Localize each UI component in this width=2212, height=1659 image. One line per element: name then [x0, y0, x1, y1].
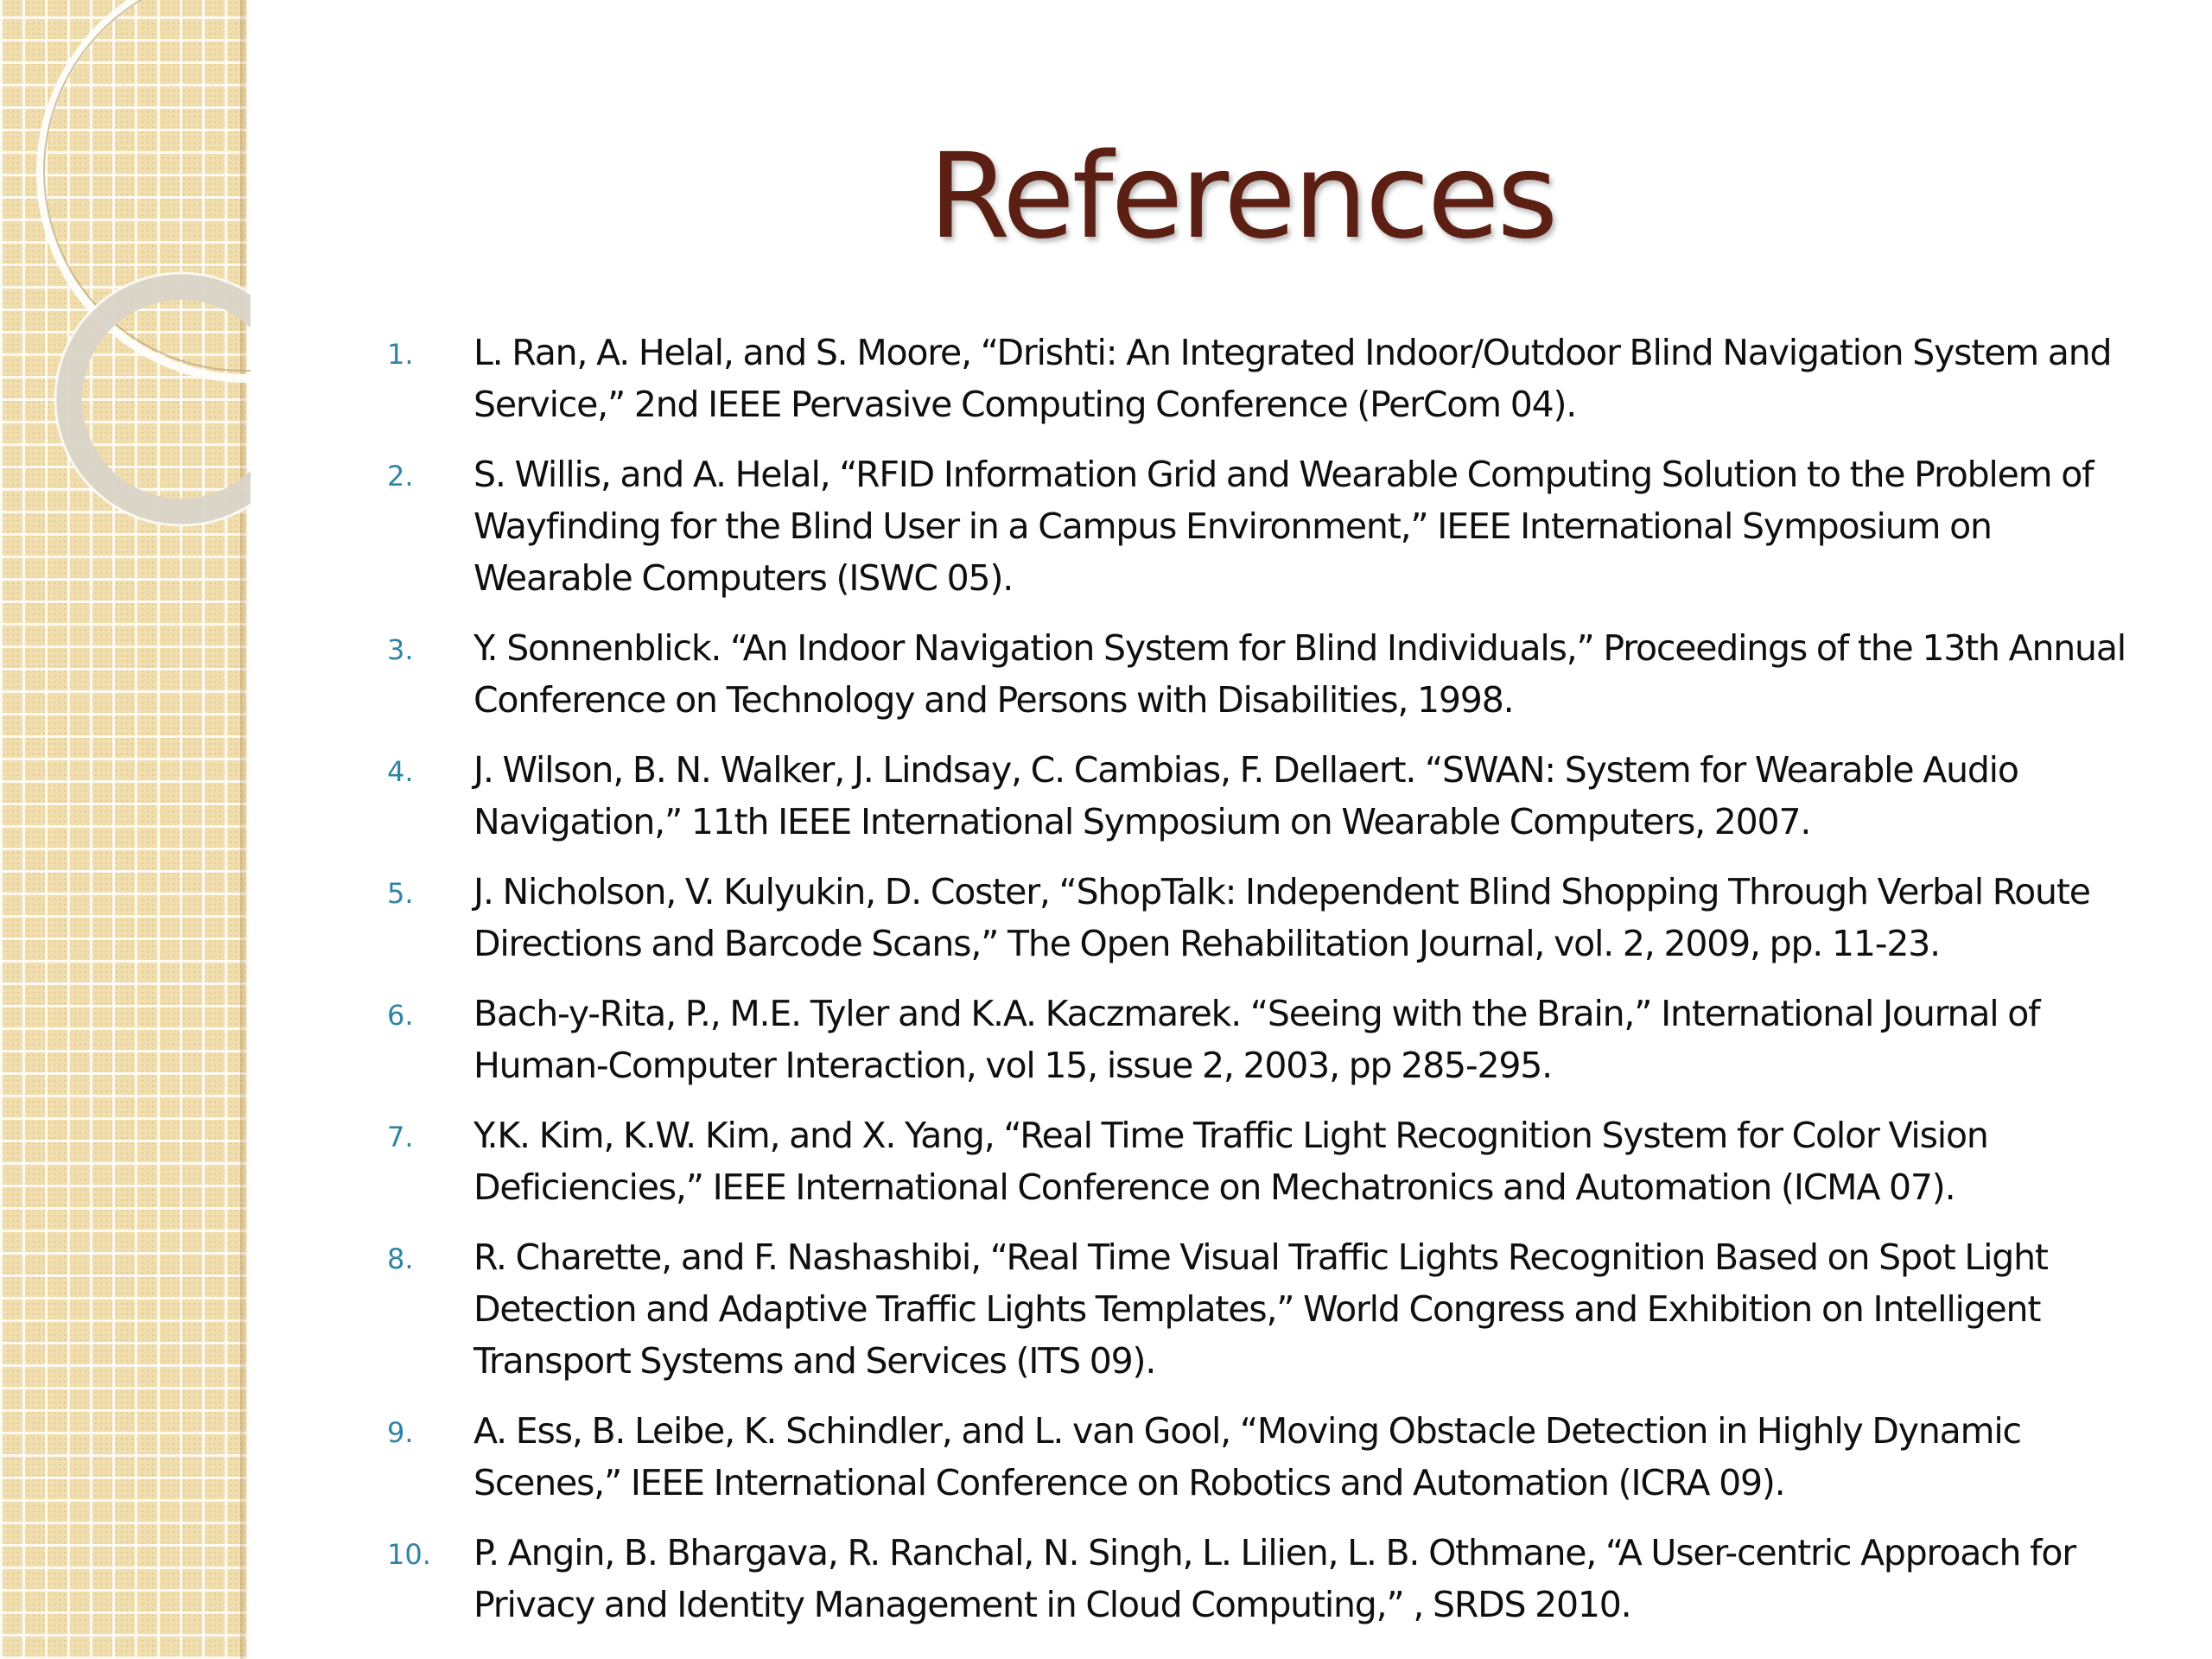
- decorative-rings: [0, 0, 251, 553]
- reference-item-5: [380, 866, 2152, 969]
- reference-number: 2.: [387, 460, 414, 493]
- large-ring-outline: [41, 0, 251, 378]
- reference-number: 1.: [387, 338, 414, 371]
- reference-number: 3.: [387, 633, 414, 666]
- reference-number: 9.: [387, 1416, 414, 1449]
- reference-text: Y. Sonnenblick. “An Indoor Navigation System for Blind Individuals,” Proceedings of the 13th Annual Conference on Technology and Persons with Disabilities, 1998.: [474, 627, 2126, 721]
- reference-item-3: [380, 622, 2152, 726]
- reference-item-9: [380, 1405, 2152, 1509]
- reference-item-7: [380, 1109, 2152, 1213]
- small-ring-highlight: [55, 273, 251, 525]
- reference-text: L. Ran, A. Helal, and S. Moore, “Drishti: An Integrated Indoor/Outdoor Blind Navigation System and Service,” 2nd IEEE Pervasive Computing Conference (PerCom 04).: [474, 332, 2112, 425]
- reference-number: 5.: [387, 877, 414, 910]
- reference-text: S. Willis, and A. Helal, “RFID Information Grid and Wearable Computing Solution to the Problem of Wayfinding for the Blind User in a Campus Environment,” IEEE International Symposium on Wearable Computers (ISWC 05).: [474, 454, 2094, 599]
- reference-number: 6.: [387, 999, 414, 1032]
- reference-item-10: [380, 1527, 2152, 1630]
- small-ring: [69, 287, 251, 512]
- reference-text: R. Charette, and F. Nashashibi, “Real Time Visual Traffic Lights Recognition Based on Spot Light Detection and Adaptive Traffic Lights Templates,” World Congress and Exhibition on Intelligent Transport Systems and Services (ITS 09).: [474, 1236, 2048, 1382]
- reference-text: Bach-y-Rita, P., M.E. Tyler and K.A. Kaczmarek. “Seeing with the Brain,” International Journal of Human-Computer Interaction, vol 15, issue 2, 2003, pp 285-295.: [474, 993, 2040, 1086]
- reference-text: P. Angin, B. Bhargava, R. Ranchal, N. Singh, L. Lilien, L. B. Othmane, “A User-centric Approach for Privacy and Identity Management in Cloud Computing,” , SRDS 2010.: [474, 1532, 2075, 1625]
- reference-item-8: [380, 1231, 2152, 1387]
- reference-number: 7.: [387, 1121, 414, 1154]
- reference-text: J. Wilson, B. N. Walker, J. Lindsay, C. Cambias, F. Dellaert. “SWAN: System for Wearable Audio Navigation,” 11th IEEE International Symposium on Wearable Computers, 2007.: [474, 749, 2018, 842]
- reference-item-6: [380, 988, 2152, 1091]
- reference-item-4: [380, 744, 2152, 848]
- reference-number: 4.: [387, 755, 414, 788]
- reference-number: 8.: [387, 1243, 414, 1275]
- reference-item-2: [380, 448, 2152, 604]
- reference-item-1: [380, 327, 2152, 430]
- reference-text: J. Nicholson, V. Kulyukin, D. Coster, “ShopTalk: Independent Blind Shopping Through Verbal Route Directions and Barcode Scans,” The Open Rehabilitation Journal, vol. 2, 2009, pp. 11-23.: [474, 871, 2090, 964]
- reference-text: A. Ess, B. Leibe, K. Schindler, and L. van Gool, “Moving Obstacle Detection in Highly Dynamic Scenes,” IEEE International Conference on Robotics and Automation (ICRA 09).: [474, 1410, 2021, 1503]
- slide-title: References: [928, 129, 1556, 265]
- reference-text: Y.K. Kim, K.W. Kim, and X. Yang, “Real Time Traffic Light Recognition System for Color Vision Deficiencies,” IEEE International Conference on Mechatronics and Automation (ICMA 07).: [474, 1115, 1988, 1208]
- reference-number: 10.: [387, 1538, 431, 1571]
- reference-list: [380, 327, 2152, 1649]
